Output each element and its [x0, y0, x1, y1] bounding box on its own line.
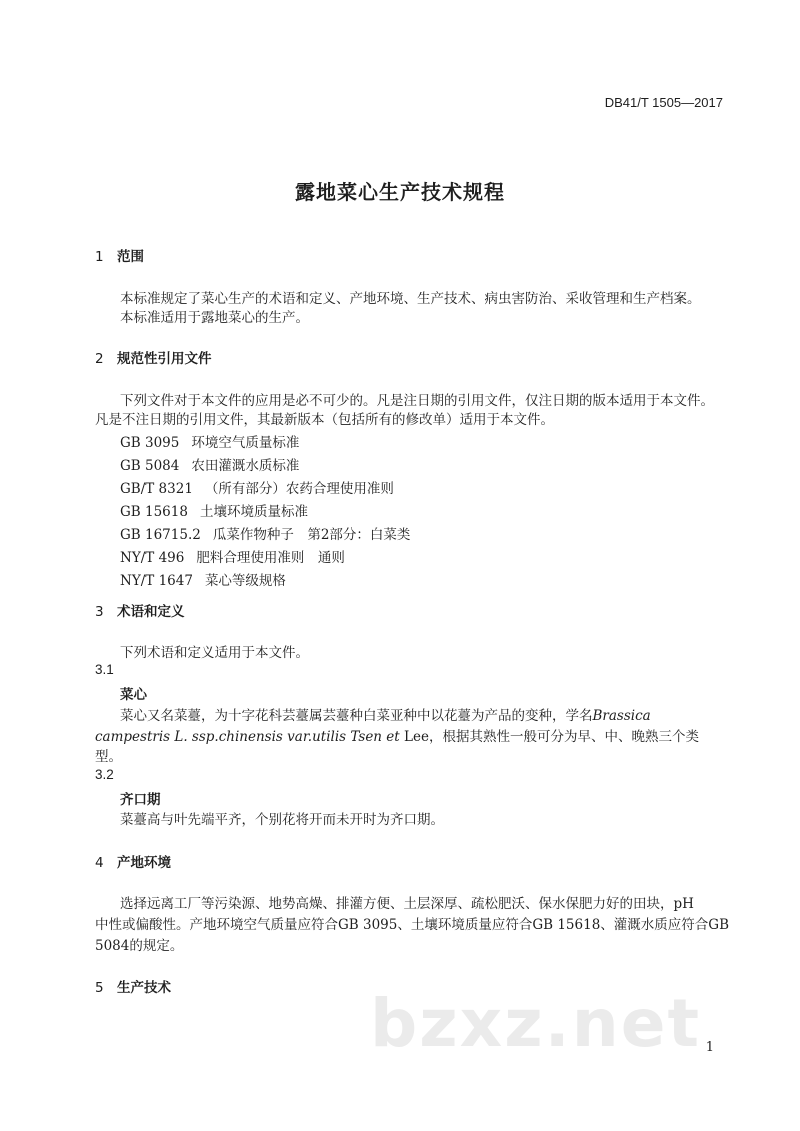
- reference-item: [120, 477, 394, 497]
- paragraph-line: 下列术语和定义适用于本文件。: [120, 645, 309, 661]
- term-definition-line: [95, 725, 699, 745]
- reference-title: 瓜菜作物种子 第2部分：白菜类: [212, 527, 411, 543]
- term-definition-line: 菜薹高与叶先端平齐，个别花将开而未开时为齐口期。: [120, 812, 444, 828]
- watermark: bzxz.net: [370, 985, 702, 1062]
- reference-code: GB 15618: [120, 504, 188, 520]
- paragraph-line: 本标准规定了菜心生产的术语和定义、产地环境、生产技术、病虫害防治、采收管理和生产档案。: [120, 291, 701, 307]
- section-number: 5: [95, 980, 104, 996]
- document-title: 露地菜心生产技术规程: [295, 180, 505, 204]
- section-title: 产地环境: [117, 855, 171, 871]
- reference-title: 菜心等级规格: [204, 573, 286, 589]
- term-number: 3.1: [95, 662, 114, 677]
- reference-code: NY/T 496: [120, 550, 185, 566]
- reference-code: GB/T 8321: [120, 481, 193, 497]
- section-3-heading: [95, 600, 185, 620]
- section-title: 术语和定义: [117, 604, 185, 620]
- section-title: 生产技术: [117, 980, 171, 996]
- reference-item: [120, 569, 286, 589]
- paragraph-line: 中性或偏酸性。产地环境空气质量应符合GB 3095、土壤环境质量应符合GB 15618、灌溉水质应符合GB: [95, 917, 729, 933]
- reference-title: 土壤环境质量标准: [199, 504, 308, 520]
- reference-code: NY/T 1647: [120, 573, 193, 589]
- term-title: 齐口期: [120, 792, 161, 808]
- term-definition-line: 型。: [95, 749, 122, 765]
- section-4-heading: [95, 851, 171, 871]
- reference-item: [120, 431, 299, 451]
- reference-title: 肥料合理使用准则 通则: [196, 550, 345, 566]
- reference-code: GB 3095: [120, 435, 180, 451]
- paragraph-line: 选择远离工厂等污染源、地势高燥、排灌方便、土层深厚、疏松肥沃、保水保肥力好的田块，pH: [120, 896, 694, 912]
- reference-code: GB 16715.2: [120, 527, 201, 543]
- section-number: 1: [95, 249, 104, 265]
- scientific-name: Brassica: [592, 708, 651, 724]
- reference-code: GB 5084: [120, 458, 180, 474]
- definition-text: Lee，根据其熟性一般可分为早、中、晚熟三个类: [399, 729, 699, 745]
- section-1-heading: [95, 245, 144, 265]
- paragraph-line: 5084的规定。: [95, 938, 184, 954]
- reference-item: [120, 454, 299, 474]
- reference-item: [120, 523, 410, 543]
- term-number: 3.2: [95, 767, 114, 782]
- section-number: 2: [95, 351, 104, 367]
- term-definition-line: [120, 704, 651, 724]
- scientific-name: campestris L. ssp.chinensis var.utilis Tsen et: [95, 729, 400, 745]
- paragraph-line: 本标准适用于露地菜心的生产。: [120, 310, 309, 326]
- section-2-heading: [95, 347, 212, 367]
- section-number: 3: [95, 604, 104, 620]
- document-code: DB41/T 1505—2017: [604, 95, 723, 110]
- reference-title: 环境空气质量标准: [191, 435, 300, 451]
- reference-item: [120, 500, 308, 520]
- reference-title: 农田灌溉水质标准: [191, 458, 300, 474]
- section-title: 范围: [117, 249, 144, 265]
- paragraph-line: 凡是不注日期的引用文件，其最新版本（包括所有的修改单）适用于本文件。: [95, 412, 554, 428]
- reference-title: （所有部分）农药合理使用准则: [204, 481, 394, 497]
- paragraph-line: 下列文件对于本文件的应用是必不可少的。凡是注日期的引用文件，仅注日期的版本适用于本文件。: [120, 393, 714, 409]
- definition-text: 菜心又名菜薹，为十字花科芸薹属芸薹种白菜亚种中以花薹为产品的变种，学名: [120, 708, 593, 724]
- section-title: 规范性引用文件: [117, 351, 212, 367]
- term-title: 菜心: [120, 687, 147, 703]
- section-5-heading: [95, 976, 171, 996]
- reference-item: [120, 546, 345, 566]
- page-number: 1: [705, 1040, 714, 1055]
- section-number: 4: [95, 855, 104, 871]
